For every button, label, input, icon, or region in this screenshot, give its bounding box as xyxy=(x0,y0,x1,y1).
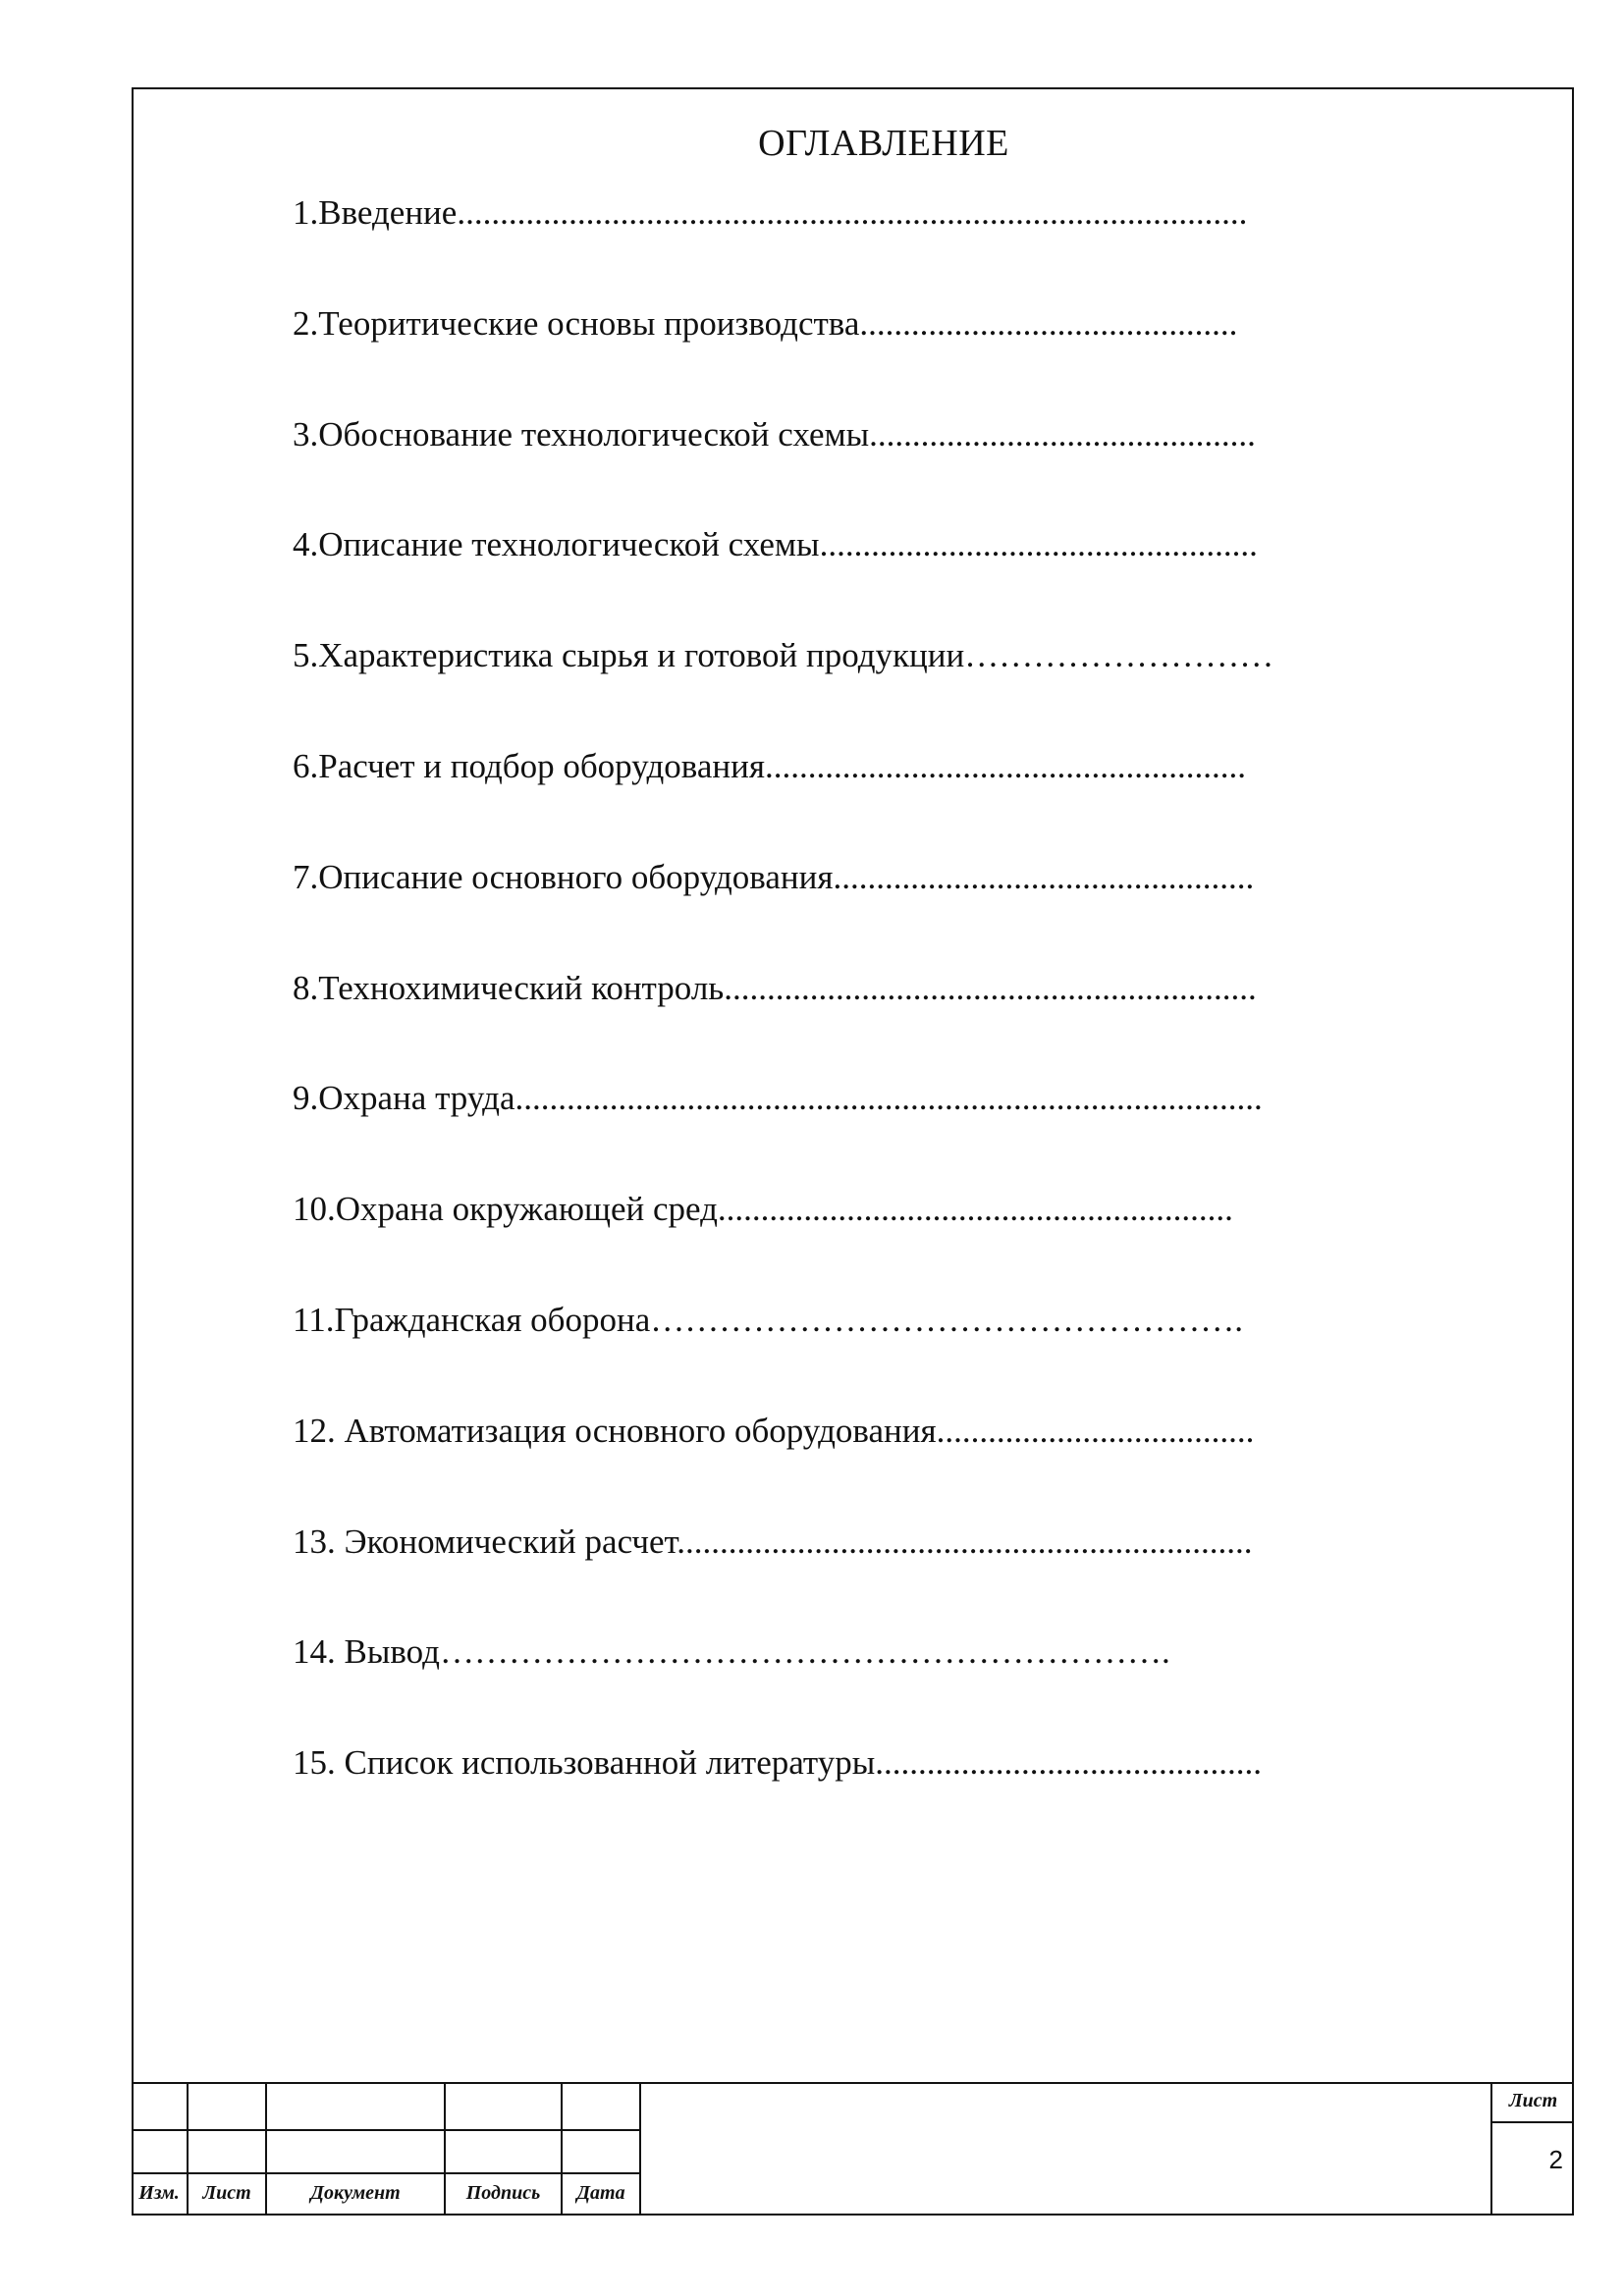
toc-item: 4.Описание технологической схемы................................................... xyxy=(293,525,1258,564)
toc-item: 2.Теоритические основы производства............................................ xyxy=(293,303,1238,343)
document-title: ОГЛАВЛЕНИЕ xyxy=(758,123,1009,164)
toc-item: 9.Охрана труда....................................................................................... xyxy=(293,1079,1263,1118)
title-block-stamp xyxy=(132,2082,1574,2216)
toc-item: 11.Гражданская оборона……………………………………………. xyxy=(293,1301,1243,1339)
toc-item: 7.Описание основного оборудования................................................. xyxy=(293,857,1255,896)
stamp-document-label: Документ xyxy=(310,2182,401,2204)
stamp-signature-label: Подпись xyxy=(465,2182,541,2204)
toc-item: 6.Расчет и подбор оборудования........................................................ xyxy=(293,747,1246,785)
stamp-izm-label: Изм. xyxy=(138,2182,180,2204)
sheet-number: 2 xyxy=(1548,2145,1563,2174)
stamp-sheet-label: Лист xyxy=(1508,2090,1558,2111)
toc-item: 13. Экономический расчет................................................................... xyxy=(293,1522,1253,1561)
stamp-divider xyxy=(639,2084,641,2216)
toc-item: 8.Технохимический контроль.............................................................. xyxy=(293,968,1257,1007)
stamp-list-label: Лист xyxy=(202,2182,251,2204)
toc-item: 3.Обоснование технологической схемы............................................. xyxy=(293,414,1256,454)
stamp-divider xyxy=(132,2129,641,2131)
toc-item: 15. Список использованной литературы............................................. xyxy=(293,1743,1262,1783)
stamp-divider xyxy=(1490,2121,1574,2123)
toc-item: 5.Характеристика сырья и готовой продукции……………………… xyxy=(293,636,1274,675)
stamp-divider xyxy=(132,2172,641,2174)
toc-item: 12. Автоматизация основного оборудования..................................... xyxy=(293,1411,1255,1450)
toc-item: 1.Введение............................................................................................ xyxy=(293,193,1248,232)
stamp-date-label: Дата xyxy=(576,2182,625,2204)
page-frame xyxy=(132,87,1574,2216)
toc-item: 10.Охрана окружающей сред............................................................ xyxy=(293,1190,1233,1229)
toc-item: 14. Вывод………………………………………………………. xyxy=(293,1632,1170,1672)
